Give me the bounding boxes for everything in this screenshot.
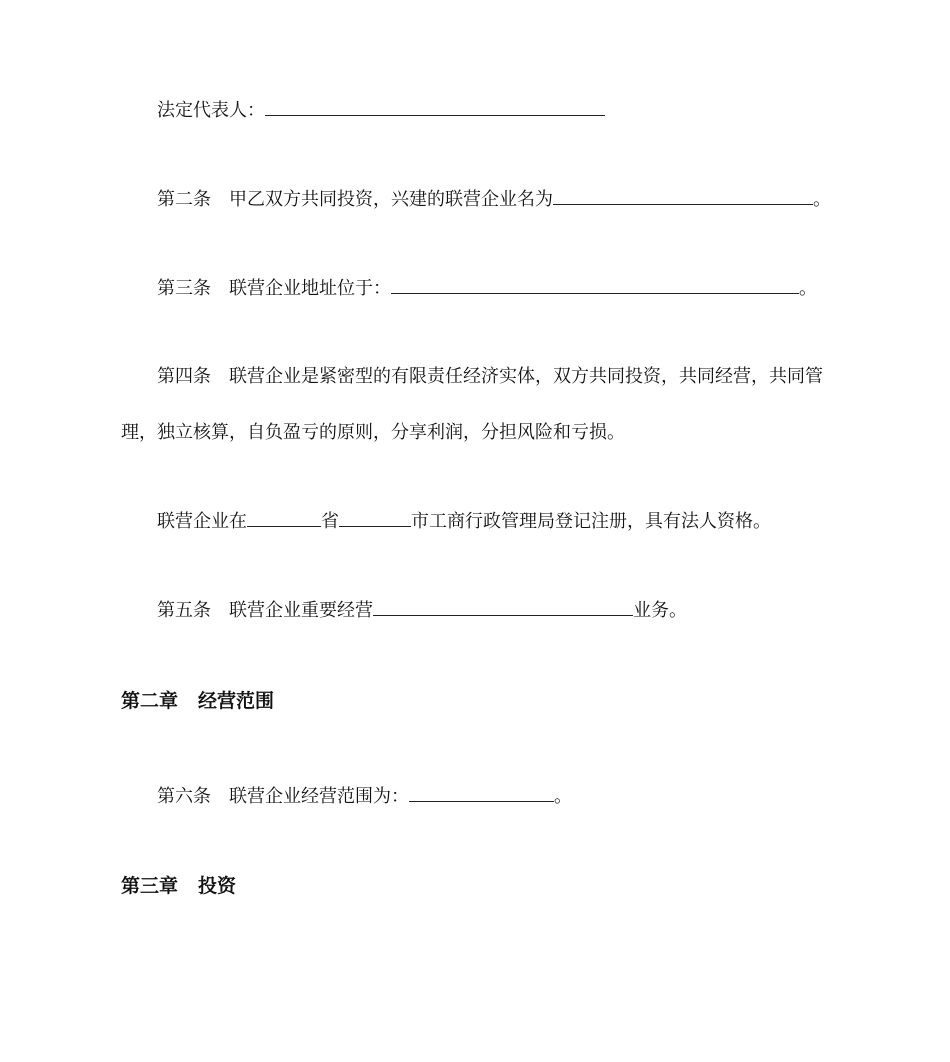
chapter-3-number: 第三章: [121, 875, 179, 897]
article-4-line-1: [157, 365, 823, 389]
legal-representative-line: [157, 98, 605, 123]
article-5-text: 联营企业重要经营: [229, 600, 373, 621]
article-3: [157, 276, 817, 301]
city-blank[interactable]: [339, 509, 411, 527]
enterprise-address-blank[interactable]: [391, 276, 799, 294]
article-6-text: 联营企业经营范围为：: [229, 786, 409, 807]
article-2-text: 甲乙双方共同投资，兴建的联营企业名为: [229, 189, 553, 210]
chapter-3-title: 投资: [198, 875, 237, 897]
article-4-text-2: 理，独立核算，自负盈亏的原则，分享利润，分担风险和亏损。: [121, 422, 625, 443]
article-3-number: 第三条: [157, 278, 211, 299]
article-2-number: 第二条: [157, 189, 211, 210]
business-blank[interactable]: [373, 598, 633, 616]
article-3-end: 。: [799, 278, 817, 299]
registration-line: [157, 509, 771, 534]
chapter-3-heading: [121, 873, 236, 899]
province-blank[interactable]: [247, 509, 321, 527]
enterprise-name-blank[interactable]: [553, 187, 813, 205]
registration-text-2: 省: [321, 511, 339, 532]
article-4-text-1: 联营企业是紧密型的有限责任经济实体，双方共同投资，共同经营，共同管: [229, 366, 823, 387]
article-4-number: 第四条: [157, 366, 211, 387]
article-6-end: 。: [554, 786, 572, 807]
article-5-number: 第五条: [157, 600, 211, 621]
article-2-end: 。: [813, 189, 831, 210]
registration-text-3: 市工商行政管理局登记注册，具有法人资格。: [411, 511, 771, 532]
article-5-end: 业务。: [633, 600, 687, 621]
article-4-line-2: [121, 421, 625, 445]
chapter-2-number: 第二章: [121, 690, 179, 712]
article-6: [157, 784, 572, 809]
registration-text-1: 联营企业在: [157, 511, 247, 532]
article-3-text: 联营企业地址位于：: [229, 278, 391, 299]
article-6-number: 第六条: [157, 786, 211, 807]
article-2: [157, 187, 831, 212]
business-scope-blank[interactable]: [409, 784, 554, 802]
article-5: [157, 598, 687, 623]
legal-representative-blank[interactable]: [265, 98, 605, 116]
chapter-2-title: 经营范围: [198, 690, 275, 712]
chapter-2-heading: [121, 688, 274, 714]
legal-representative-label: 法定代表人：: [157, 100, 265, 121]
